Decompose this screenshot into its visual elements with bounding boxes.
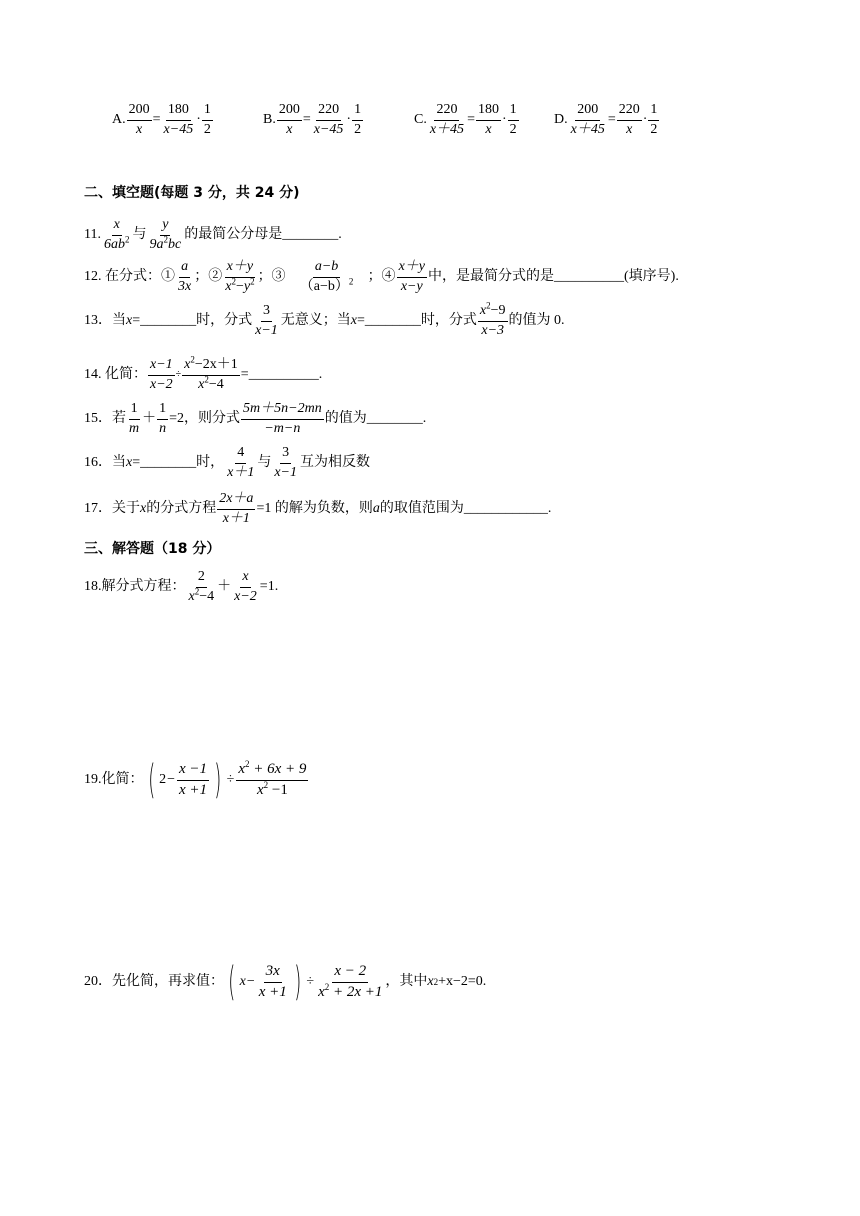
section-heading-solve: 三、解答题（18 分） bbox=[84, 541, 221, 557]
fraction: $\frac{y}{9a^2bc}$ bbox=[149, 217, 182, 252]
left-paren: ( bbox=[147, 757, 155, 804]
question-16: 16．当 x =________时， $\frac{4}{x+1}$ 与 $\frac{3}{x-1}$ 互为相反数 bbox=[84, 445, 371, 480]
fraction: $\frac{180}{x}$ bbox=[477, 102, 499, 137]
fraction: $\frac{1}{2}$ bbox=[509, 102, 517, 137]
fraction: $\frac{3}{x-1}$ bbox=[274, 445, 298, 480]
fraction: $\frac{3}{x-1}$ bbox=[255, 303, 278, 338]
q10-option-a: A. $\frac{200}{x}$ = $\frac{180}{x-45}$ · $\frac{1}{2}$ bbox=[112, 102, 211, 137]
question-19: 19.化简： ( 2 − $\frac{x -1}{x +1}$ ) ÷ $\frac{x^2 + 6x + 9}{x^2 -1}$ bbox=[84, 757, 307, 804]
fraction: $\frac{4}{x+1}$ bbox=[227, 445, 255, 480]
fraction: $\frac{200}{x}$ bbox=[278, 102, 300, 137]
fraction: $\frac{180}{x-45}$ bbox=[163, 102, 194, 137]
fraction: $\frac{a}{3x}$ bbox=[178, 259, 192, 294]
right-paren: ) bbox=[294, 959, 302, 1006]
question-17: 17．关于 x 的分式方程 $\frac{2x+a}{x+1}$ =1 的解为负数，则 a 的取值范围为____________. bbox=[84, 491, 552, 526]
fraction: $\frac{x^2 + 6x + 9}{x^2 -1}$ bbox=[238, 759, 307, 798]
fraction: $\frac{220}{x-45}$ bbox=[313, 102, 344, 137]
q10-option-b: B. $\frac{200}{x}$ = $\frac{220}{x-45}$ · $\frac{1}{2}$ bbox=[263, 102, 362, 137]
fraction: $\frac{200}{x}$ bbox=[128, 102, 150, 137]
fraction: $\frac{x^2-9}{x-3}$ bbox=[479, 300, 506, 338]
fraction: $\frac{3x}{x +1}$ bbox=[258, 963, 287, 1000]
fraction: $\frac{x+y}{x^2-y^2}$ bbox=[225, 259, 255, 294]
fraction: $\frac{2}{x^2-4}$ bbox=[188, 569, 215, 604]
q10-option-d: D. $\frac{200}{x+45}$ = $\frac{220}{x}$ · $\frac{1}{2}$ bbox=[554, 102, 658, 137]
question-12: 12. 在分式：① $\frac{a}{3x}$ ；② $\frac{x+y}{x^2-y^2}$ ；③ $\frac{a-b}{(a-b)^2}$ ；④ $\frac{x+y}{x-y}$ 中，是最简分式的是__________(填序号). bbox=[84, 259, 679, 294]
fraction: $\frac{x-1}{x-2}$ bbox=[150, 357, 173, 392]
fraction: $\frac{x}{6ab^2}$ bbox=[103, 217, 130, 252]
fraction: $\frac{x^2-2x+1}{x^2-4}$ bbox=[184, 354, 238, 392]
question-15: 15．若 $\frac{1}{m}$ ＋ $\frac{1}{n}$ =2，则分式 $\frac{5m+5n-2mn}{-m-n}$ 的值为________. bbox=[84, 401, 427, 436]
fraction: $\frac{1}{2}$ bbox=[354, 102, 362, 137]
fraction: $\frac{2x+a}{x+1}$ bbox=[219, 491, 254, 526]
fraction: $\frac{x -1}{x +1}$ bbox=[179, 761, 208, 798]
fraction: $\frac{x+y}{x-y}$ bbox=[398, 259, 425, 294]
right-paren: ) bbox=[214, 757, 222, 804]
fraction: $\frac{x - 2}{x^2 + 2x +1}$ bbox=[318, 963, 383, 1000]
question-11: 11. $\frac{x}{6ab^2}$ 与 $\frac{y}{9a^2bc}$ 的最简公分母是________. bbox=[84, 217, 342, 252]
fraction: $\frac{1}{2}$ bbox=[203, 102, 211, 137]
fraction: $\frac{1}{m}$ bbox=[129, 401, 140, 436]
fraction: $\frac{220}{x}$ bbox=[618, 102, 640, 137]
fraction: $\frac{1}{n}$ bbox=[159, 401, 167, 436]
fraction: $\frac{5m+5n-2mn}{-m-n}$ bbox=[243, 401, 322, 436]
question-14: 14. 化简： $\frac{x-1}{x-2}$ ÷ $\frac{x^2-2x+1}{x^2-4}$ =__________. bbox=[84, 354, 323, 392]
fraction: $\frac{200}{x+45}$ bbox=[570, 102, 605, 137]
fraction: $\frac{1}{2}$ bbox=[650, 102, 658, 137]
fraction: $\frac{x}{x-2}$ bbox=[234, 569, 257, 604]
question-20: 20．先化简，再求值： ( x − $\frac{3x}{x +1}$ ) ÷ $\frac{x - 2}{x^2 + 2x +1}$ ，其中 x 2 +x−2=0. bbox=[84, 959, 487, 1006]
q10-option-c: C. $\frac{220}{x+45}$ = $\frac{180}{x}$ · $\frac{1}{2}$ bbox=[414, 102, 517, 137]
left-paren: ( bbox=[228, 959, 236, 1006]
question-13: 13．当 x =________时，分式 $\frac{3}{x-1}$ 无意义；当 x =________时，分式 $\frac{x^2-9}{x-3}$ 的值为 0. bbox=[84, 300, 565, 338]
fraction: $\frac{a-b}{(a-b)^2}$ bbox=[299, 259, 354, 294]
question-18: 18.解分式方程： $\frac{2}{x^2-4}$ ＋ $\frac{x}{x-2}$ =1. bbox=[84, 569, 279, 604]
section-heading-fill-in: 二、填空题(每题 3 分，共 24 分) bbox=[84, 185, 300, 201]
fraction: $\frac{220}{x+45}$ bbox=[429, 102, 465, 137]
